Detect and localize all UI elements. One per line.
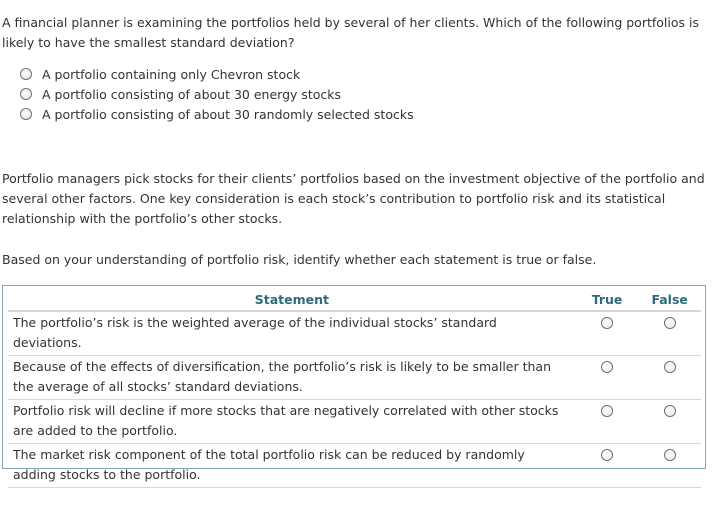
statement-text: The portfolio’s risk is the weighted average of the individual stocks’ standard deviations. — [8, 311, 576, 356]
false-cell — [638, 311, 701, 356]
false-radio[interactable] — [664, 361, 676, 373]
false-radio[interactable] — [664, 449, 676, 461]
table-row — [8, 400, 701, 444]
option-30-random-stocks[interactable] — [20, 104, 414, 124]
false-radio[interactable] — [664, 317, 676, 329]
instructions-paragraph: Based on your understanding of portfolio risk, identify whether each statement is true or false. — [2, 252, 597, 267]
radio-button[interactable] — [20, 68, 32, 80]
answer-options — [20, 64, 414, 124]
table-header-row — [8, 289, 701, 311]
option-30-energy-stocks[interactable] — [20, 84, 414, 104]
true-radio[interactable] — [601, 405, 613, 417]
option-chevron-stock[interactable] — [20, 64, 414, 84]
true-cell — [576, 311, 639, 356]
statement-text: The market risk component of the total portfolio risk can be reduced by randomly adding stocks to the portfolio. — [8, 444, 576, 488]
option-label: A portfolio containing only Chevron stock — [42, 66, 301, 82]
true-cell — [576, 444, 639, 488]
false-header: False — [638, 289, 701, 311]
statement-header: Statement — [8, 289, 576, 311]
true-header: True — [576, 289, 639, 311]
false-cell — [638, 400, 701, 444]
true-cell — [576, 356, 639, 400]
false-cell — [638, 356, 701, 400]
true-radio[interactable] — [601, 361, 613, 373]
true-radio[interactable] — [601, 317, 613, 329]
true-false-table-container — [2, 285, 706, 482]
option-label: A portfolio consisting of about 30 randomly selected stocks — [42, 106, 414, 122]
true-radio[interactable] — [601, 449, 613, 461]
table-row — [8, 311, 701, 356]
question-text: A financial planner is examining the portfolios held by several of her clients. Which of the following portfolios is likely to have the smallest standard deviation? — [2, 15, 699, 50]
table-row — [8, 356, 701, 400]
radio-button[interactable] — [20, 88, 32, 100]
statement-text: Because of the effects of diversification, the portfolio’s risk is likely to be smaller than the average of all stocks’ standard deviations. — [8, 356, 576, 400]
radio-button[interactable] — [20, 108, 32, 120]
true-false-table — [8, 289, 701, 488]
false-cell — [638, 444, 701, 488]
statement-text: Portfolio risk will decline if more stocks that are negatively correlated with other stocks are added to the portfolio. — [8, 400, 576, 444]
true-cell — [576, 400, 639, 444]
option-label: A portfolio consisting of about 30 energy stocks — [42, 86, 342, 102]
table-row — [8, 444, 701, 488]
false-radio[interactable] — [664, 405, 676, 417]
portfolio-managers-paragraph: Portfolio managers pick stocks for their clients’ portfolios based on the investment objective of the portfolio and several other factors. One key consideration is each stock’s contribution to portfolio risk and its statistical relationship with the portfolio’s other stocks. — [2, 171, 705, 226]
